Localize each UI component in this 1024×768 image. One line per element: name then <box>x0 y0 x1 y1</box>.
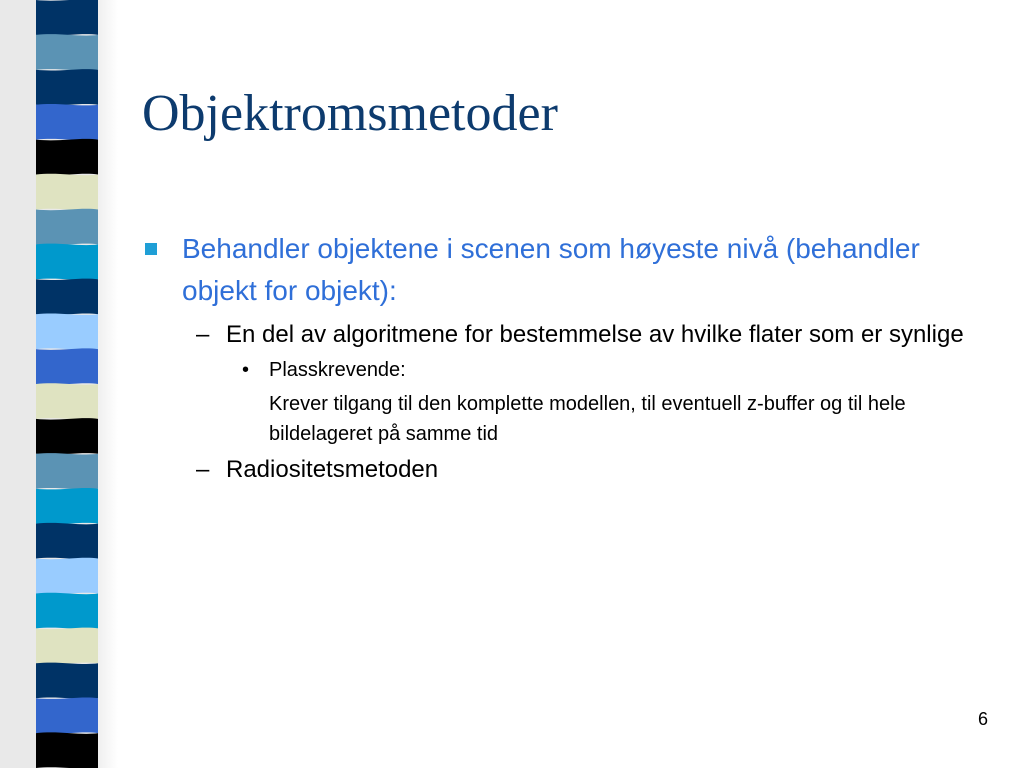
bullet-level-3-continuation <box>142 389 992 449</box>
stripe-segment <box>36 104 98 140</box>
stripe-segment <box>36 34 98 70</box>
stripe-segment <box>36 279 98 315</box>
stripe-segment <box>36 732 98 768</box>
stripe-segment <box>36 139 98 175</box>
bullet-text: Krever tilgang til den komplette modellen, til eventuell z-buffer og til hele bildelageret på samme tid <box>269 393 906 445</box>
bullet-text: Behandler objektene i scenen som høyeste nivå (behandler objekt for objekt): <box>182 233 920 306</box>
bullet-level-2 <box>142 453 992 486</box>
stripe-segment <box>36 348 98 384</box>
decorative-stripe-bar <box>0 0 110 768</box>
stripe-segment <box>36 174 98 210</box>
bullet-text: En del av algoritmene for bestemmelse av hvilke flater som er synlige <box>226 321 964 348</box>
stripe-segment <box>36 593 98 629</box>
bullet-level-2 <box>142 318 992 351</box>
stripe-segment <box>36 418 98 454</box>
bullet-text: Radiositetsmetoden <box>226 456 439 483</box>
stripe-segment <box>36 488 98 524</box>
stripe-segment <box>36 313 98 349</box>
stripe-segment <box>36 0 98 36</box>
stripe-segment <box>36 383 98 419</box>
stripe-segment <box>36 244 98 280</box>
stripe-segment <box>36 209 98 245</box>
stripe-segment <box>36 523 98 559</box>
stripe-segment <box>36 628 98 664</box>
stripe-segment <box>36 697 98 733</box>
square-bullet-icon <box>145 243 157 255</box>
dot-bullet-icon: • <box>242 359 250 381</box>
stripe-segment <box>36 558 98 594</box>
slide-title: Objektromsmetoder <box>142 85 558 142</box>
stripe-segment <box>36 663 98 699</box>
bullet-text: Plasskrevende: <box>269 359 406 381</box>
stripe-segment <box>36 69 98 105</box>
bullet-level-3 <box>142 355 992 385</box>
stripe-segment <box>36 453 98 489</box>
dash-bullet-icon: – <box>196 456 210 483</box>
bullet-level-1 <box>142 228 992 312</box>
slide-body <box>142 228 992 490</box>
dash-bullet-icon: – <box>196 321 210 348</box>
slide-number: 6 <box>977 709 988 729</box>
